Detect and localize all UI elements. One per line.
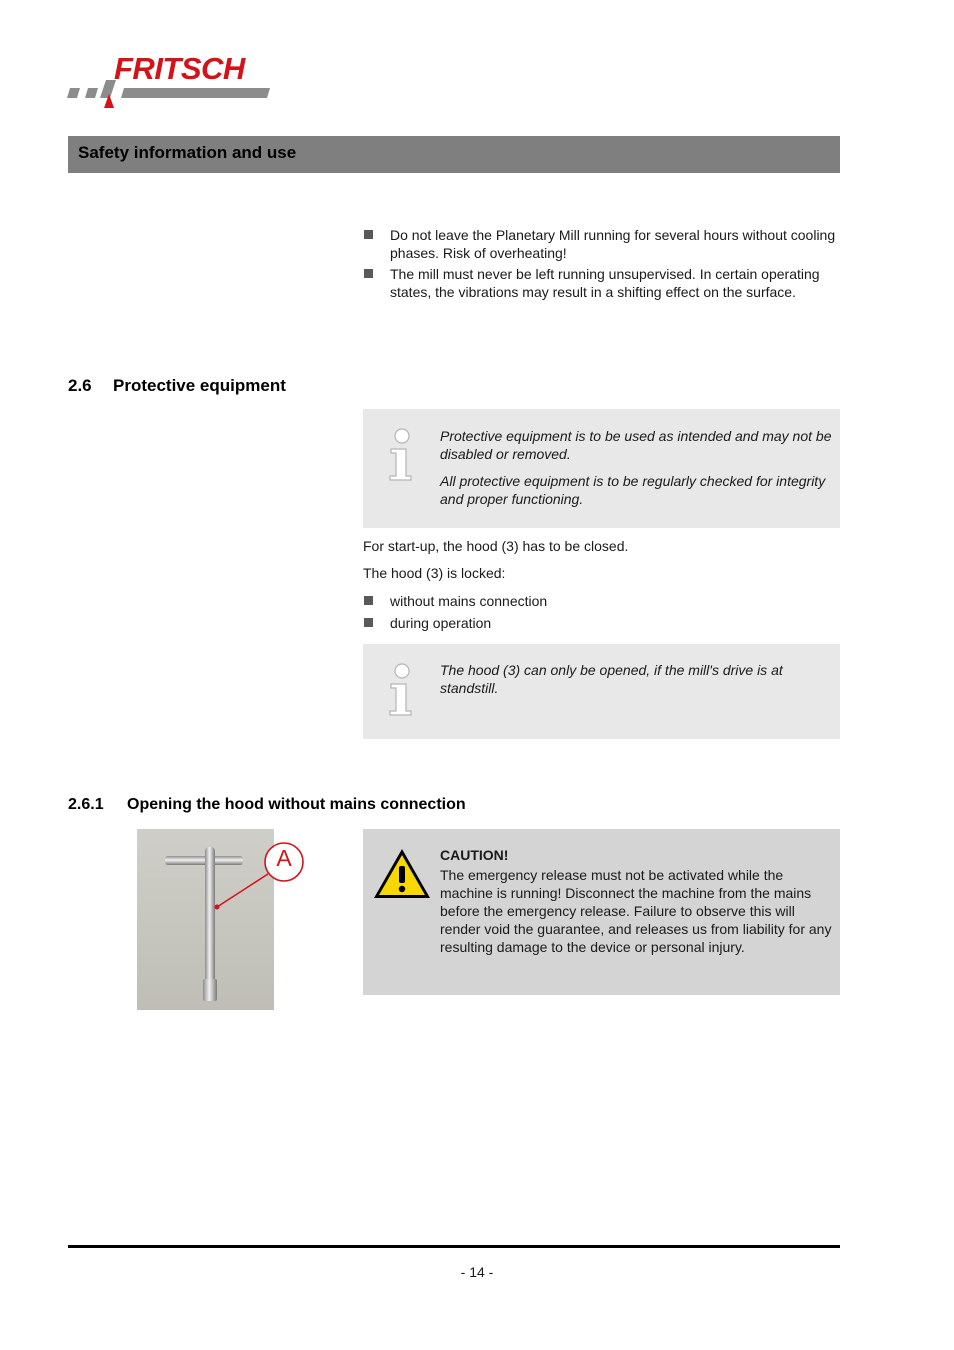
callout-label: A xyxy=(276,845,292,871)
info-paragraph: The hood (3) can only be opened, if the mill's drive is at standstill. xyxy=(440,662,783,696)
brand-name: FRITSCH xyxy=(114,51,245,86)
bullet-square-icon xyxy=(364,618,373,627)
list-item: without mains connection xyxy=(363,592,839,610)
caution-body: The emergency release must not be activated while the machine is running! Disconnect the machine from the mains before the emergency release. Failure to observe this will render void the guarantee, and releases us from liability for any resulting damage to the device or personal injury. xyxy=(440,867,832,955)
paragraph: For start-up, the hood (3) has to be closed. xyxy=(363,538,629,554)
info-paragraph: Protective equipment is to be used as intended and may not be disabled or removed. xyxy=(440,428,832,462)
bullet-square-icon xyxy=(364,596,373,605)
chapter-title: Safety information and use xyxy=(78,143,297,162)
section-title: Protective equipment xyxy=(113,376,286,395)
section-number: 2.6.1 xyxy=(68,796,104,813)
fritsch-logo xyxy=(66,50,286,112)
footer-divider xyxy=(68,1245,840,1248)
page-number: - 14 - xyxy=(460,1264,494,1280)
list-item: Do not leave the Planetary Mill running for several hours without cooling phases. Risk of overheating! xyxy=(363,226,839,262)
section-title: Opening the hood without mains connection xyxy=(127,796,466,813)
info-icon xyxy=(387,427,417,483)
safety-bullet-list xyxy=(363,226,839,304)
list-item: during operation xyxy=(363,614,839,632)
bullet-square-icon xyxy=(364,269,373,278)
t-handle-wrench-photo xyxy=(137,829,292,1010)
section-heading-2-6-1 xyxy=(68,796,466,814)
warning-triangle-icon xyxy=(372,847,432,901)
chapter-header-bar xyxy=(68,136,840,173)
info-icon xyxy=(387,662,417,718)
section-heading-2-6 xyxy=(68,376,286,396)
lock-conditions-list xyxy=(363,592,839,635)
caution-box xyxy=(363,829,840,995)
paragraph: The hood (3) is locked: xyxy=(363,565,506,581)
caution-title: CAUTION! xyxy=(440,847,509,863)
info-box xyxy=(363,644,840,739)
info-box xyxy=(363,409,840,528)
info-paragraph: All protective equipment is to be regularly checked for integrity and proper functioning. xyxy=(440,473,826,507)
list-item: The mill must never be left running unsupervised. In certain operating states, the vibrations may result in a shifting effect on the surface. xyxy=(363,265,839,301)
bullet-square-icon xyxy=(364,230,373,239)
section-number: 2.6 xyxy=(68,376,92,395)
